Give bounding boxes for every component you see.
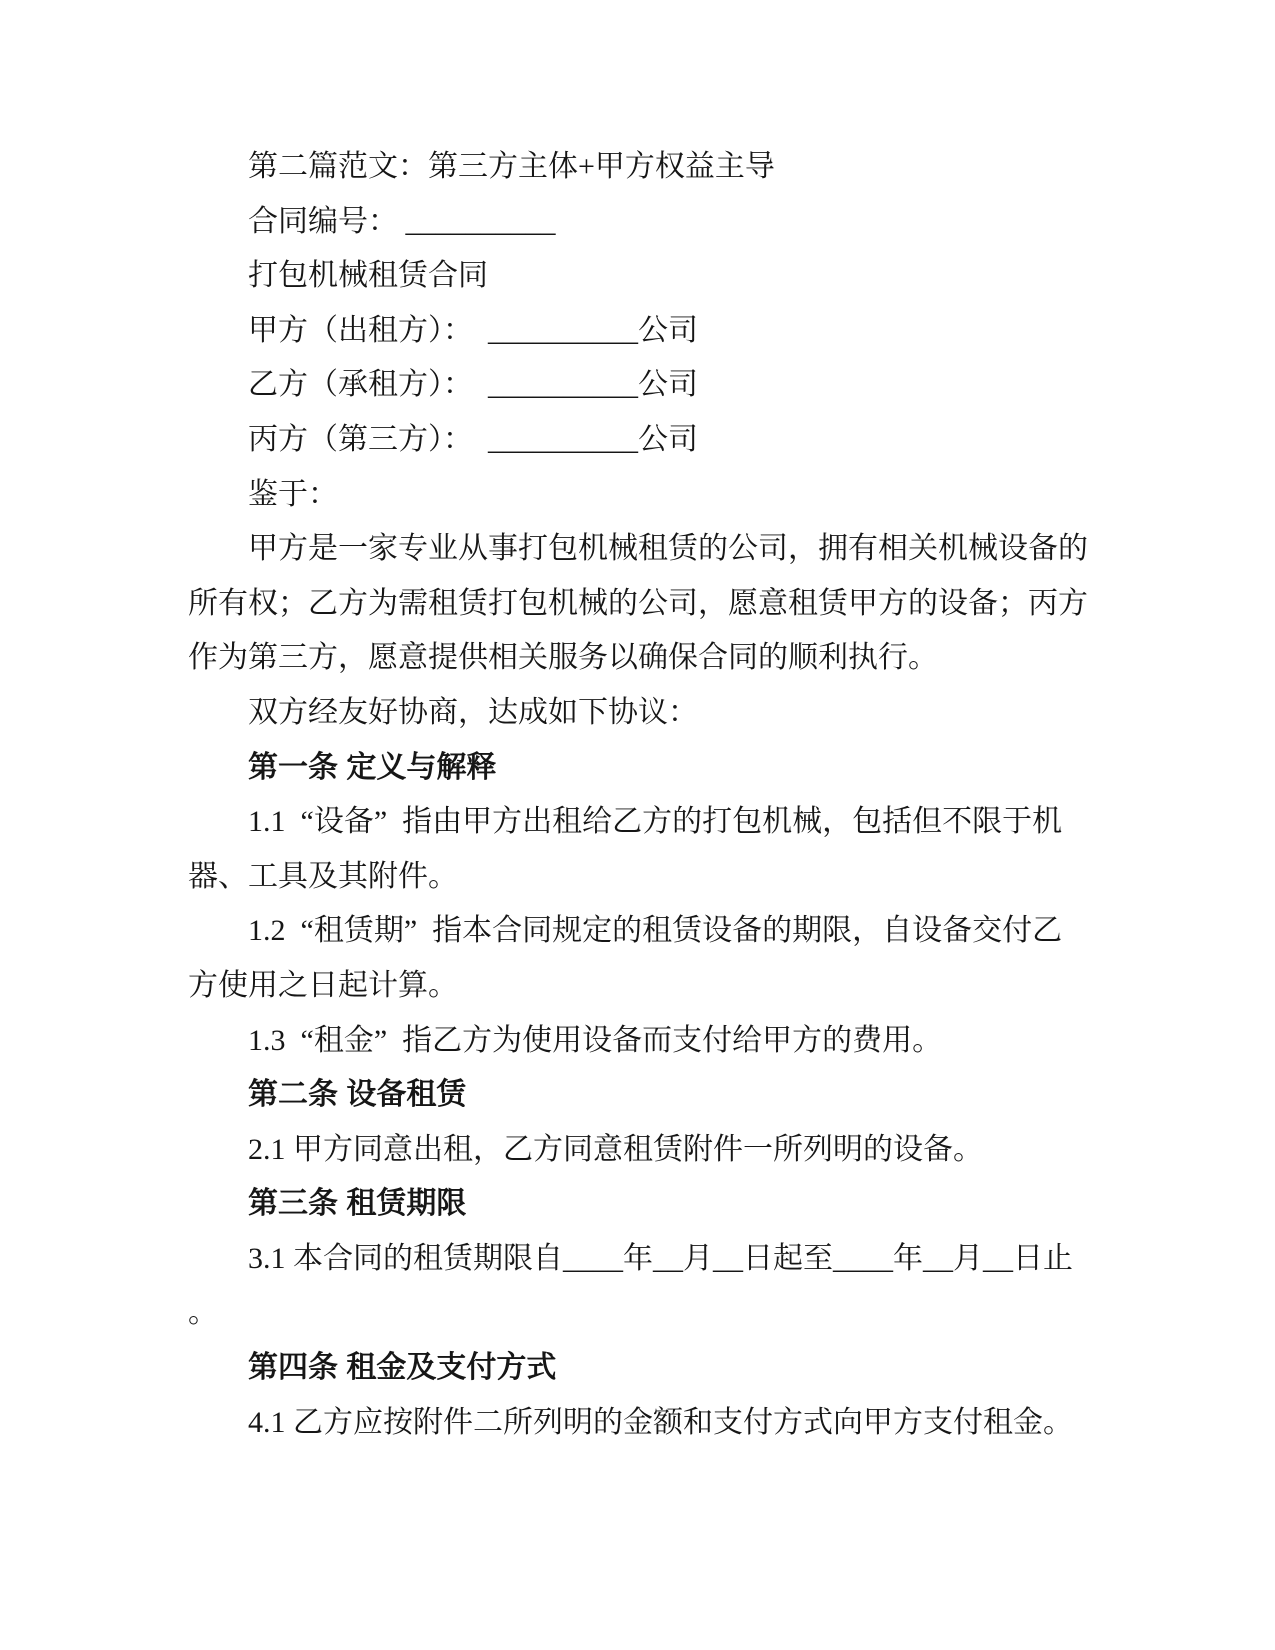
clause-line: 1.1 “设备” 指由甲方出租给乙方的打包机械，包括但不限于机 xyxy=(248,805,1063,839)
clause-line: 器、工具及其附件。 xyxy=(188,859,458,893)
party-c-line: 丙方（第三方）： __________公司 xyxy=(248,422,698,456)
article-heading: 第二条 设备租赁 xyxy=(248,1078,467,1112)
clause-line: 2.1 甲方同意出租，乙方同意租赁附件一所列明的设备。 xyxy=(248,1132,983,1166)
recital-line: 所有权；乙方为需租赁打包机械的公司，愿意租赁甲方的设备；丙方 xyxy=(188,586,1088,620)
section-caption: 第二篇范文：第三方主体+甲方权益主导 xyxy=(248,150,775,183)
clause-line: 。 xyxy=(188,1296,218,1330)
recital-line: 甲方是一家专业从事打包机械租赁的公司，拥有相关机械设备的 xyxy=(248,532,1088,566)
clause-line: 方使用之日起计算。 xyxy=(188,968,458,1002)
article-heading: 第一条 定义与解释 xyxy=(248,750,497,784)
party-a-line: 甲方（出租方）： __________公司 xyxy=(248,313,698,347)
agreement-lead-in: 双方经友好协商，达成如下协议： xyxy=(248,695,698,729)
party-b-line: 乙方（承租方）： __________公司 xyxy=(248,368,698,402)
whereas-label: 鉴于： xyxy=(248,477,338,511)
contract-body xyxy=(188,140,1118,1450)
clause-line: 1.3 “租金” 指乙方为使用设备而支付给甲方的费用。 xyxy=(248,1023,943,1057)
clause-line: 1.2 “租赁期” 指本合同规定的租赁设备的期限，自设备交付乙 xyxy=(248,914,1063,948)
contract-title: 打包机械租赁合同 xyxy=(248,259,488,293)
recital-line: 作为第三方，愿意提供相关服务以确保合同的顺利执行。 xyxy=(188,641,938,675)
contract-number-line: 合同编号： __________ xyxy=(248,204,556,238)
clause-line: 3.1 本合同的租赁期限自____年__月__日起至____年__月__日止 xyxy=(248,1241,1073,1275)
article-heading: 第四条 租金及支付方式 xyxy=(248,1351,557,1385)
clause-line: 4.1 乙方应按附件二所列明的金额和支付方式向甲方支付租金。 xyxy=(248,1405,1073,1439)
article-heading: 第三条 租赁期限 xyxy=(248,1187,467,1221)
